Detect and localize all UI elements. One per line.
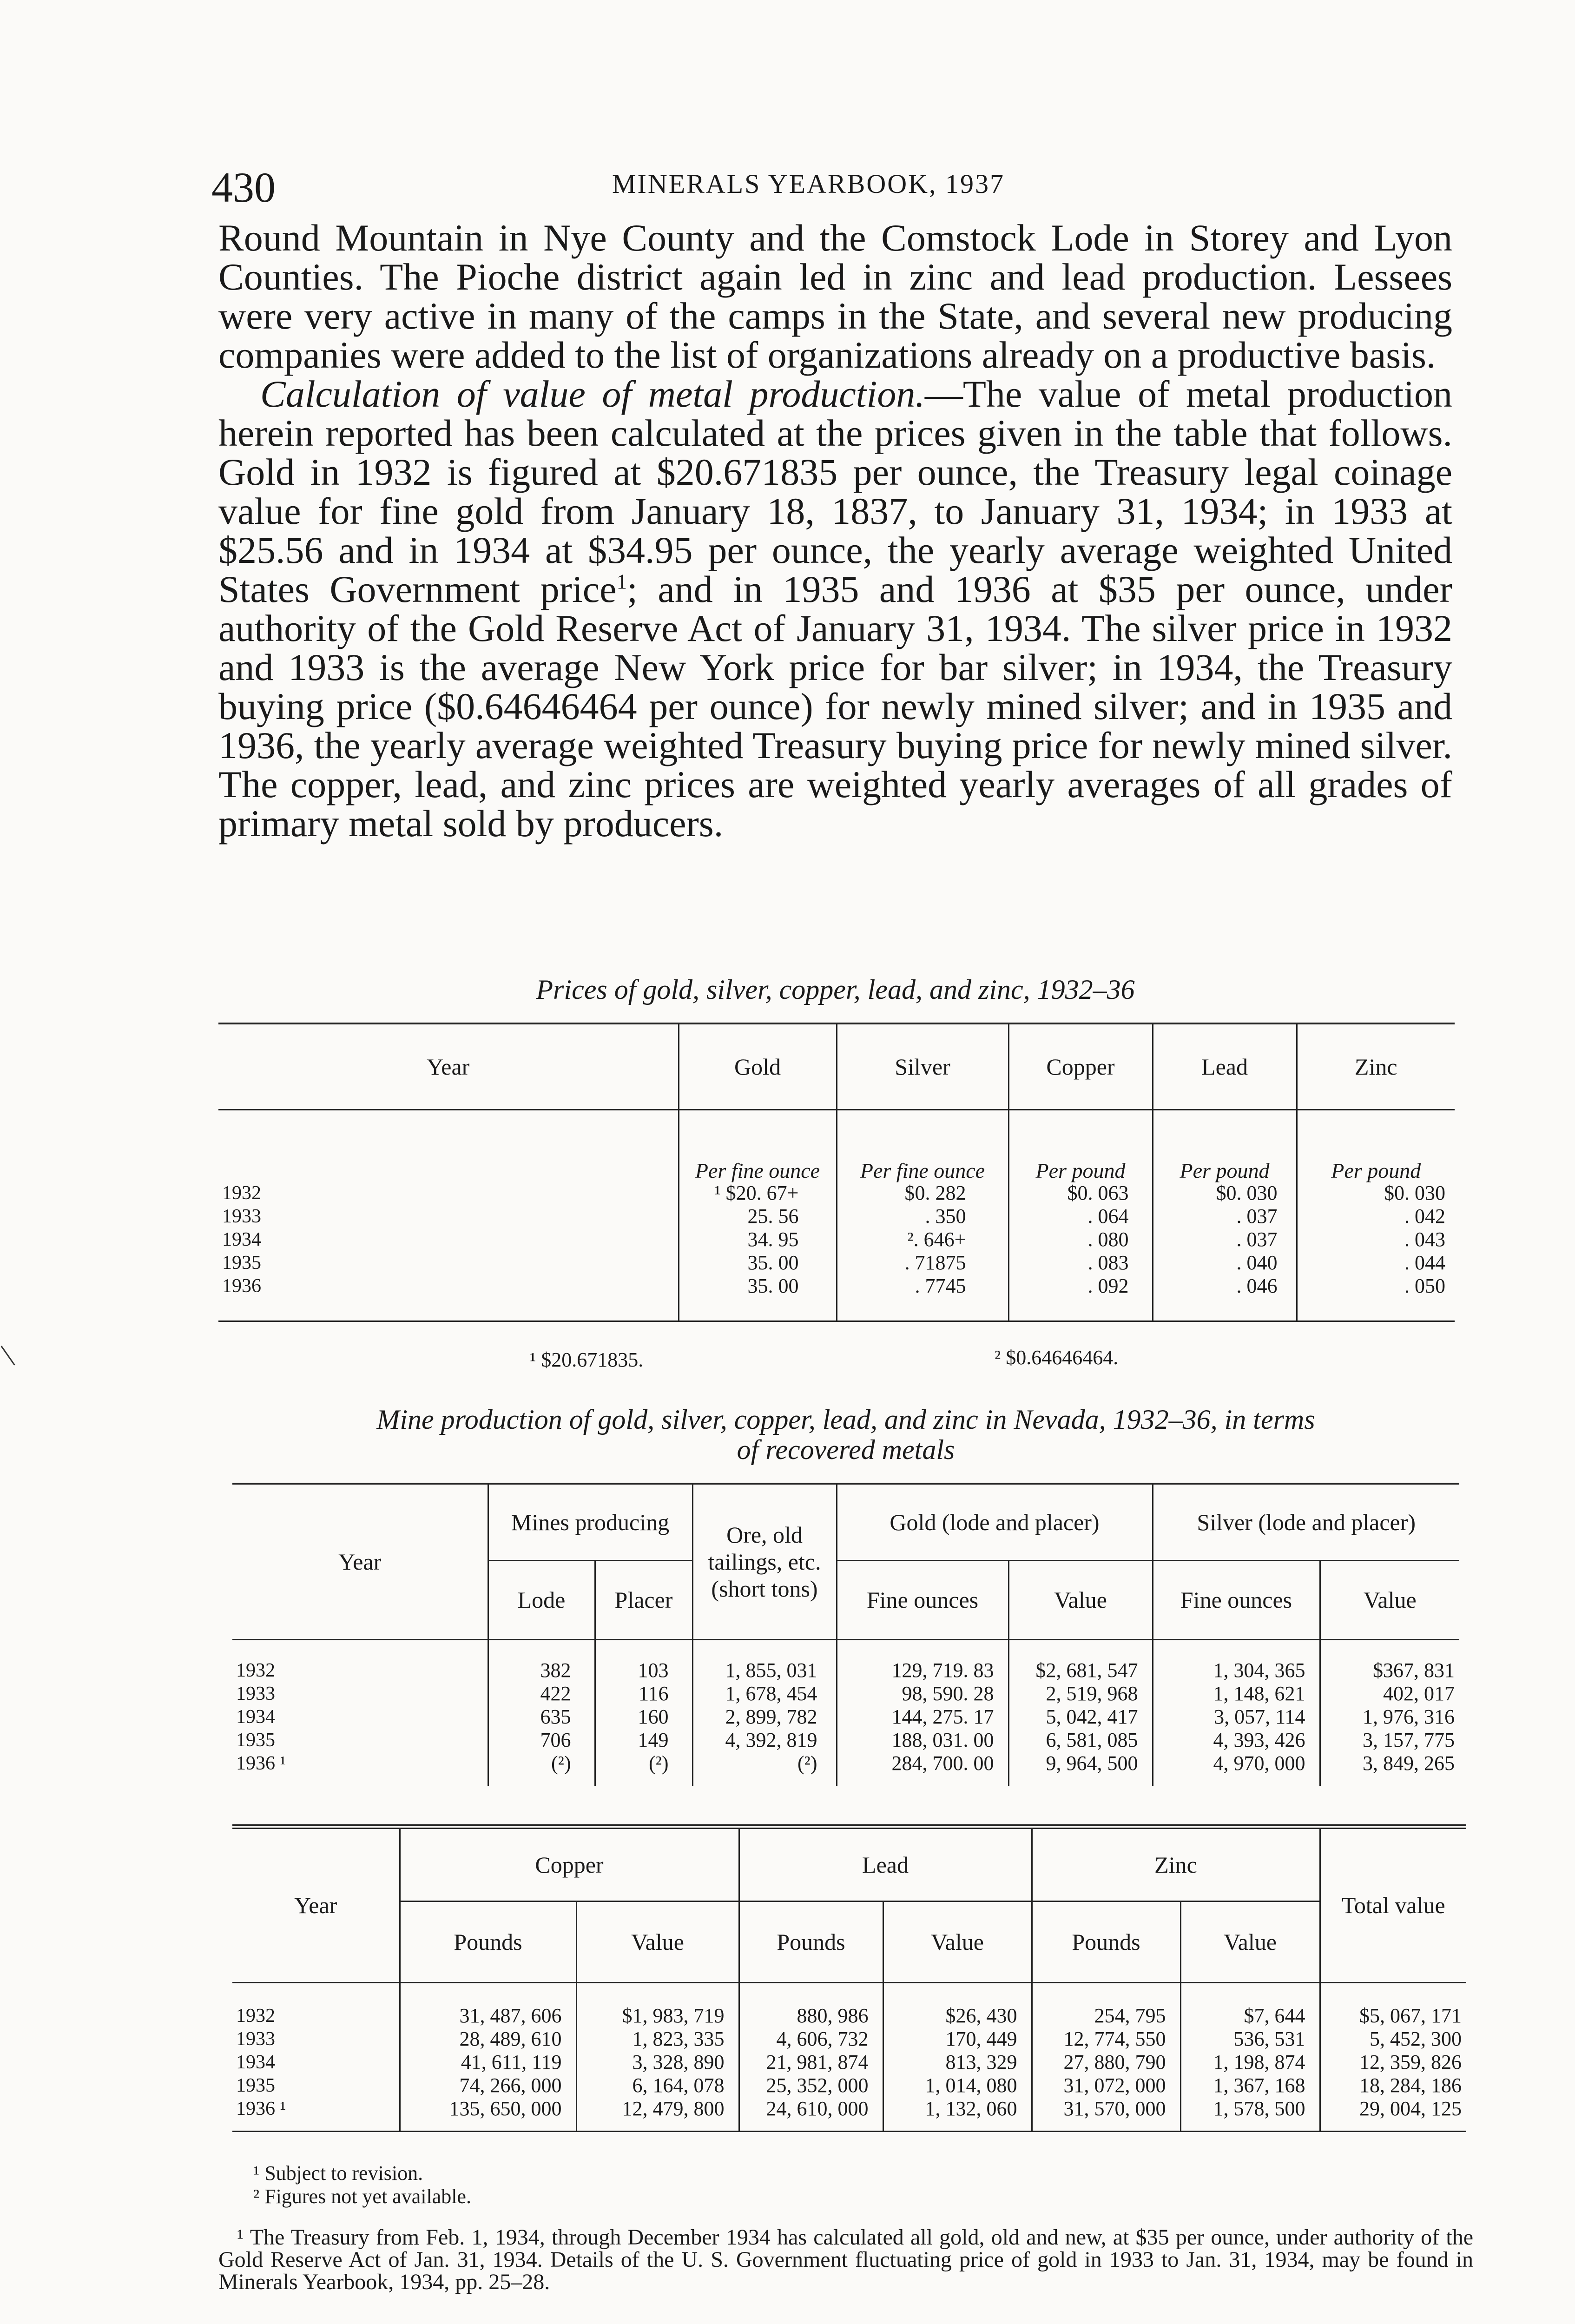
p2-header-zinc-value: Value [1180,1901,1320,1982]
p1-silver-value-values: $367, 831 402, 017 1, 976, 316 3, 157, 775 3, 849, 265 [1320,1639,1459,1786]
production-caption-line-1: Mine production of gold, silver, copper, lead, and zinc in Nevada, 1932–36, in terms [376,1404,1315,1435]
paragraph-2 [218,375,1452,843]
p2-header-lead: Lead [739,1827,1032,1901]
production-table-part-1 [232,1483,1459,1786]
p2-header-zinc: Zinc [1032,1827,1320,1901]
prices-lead-values: $0. 030 . 037 . 037 . 040 . 046 [1153,1182,1297,1321]
p1-placer-values: 103 116 160 149 (²) [595,1639,692,1786]
prices-silver-values: $0. 282 . 350 ². 646+ . 71875 . 7745 [837,1182,1008,1321]
p1-header-ore: Ore, old tailings, etc. (short tons) [692,1484,837,1639]
p1-ore-values: 1, 855, 031 1, 678, 454 2, 899, 782 4, 392, 819 (²) [692,1639,837,1786]
p2-header-copper-lb: Pounds [400,1901,576,1982]
paragraph-2-text-a: —The value of metal production herein reported has been calculated at the prices given in the table that follows. Gold in 1932 is figured at $20.671835 per ounce, the Treasury legal coinage value for fine gold from January 18, 1837, to January 31, 1934; in 1933 at $25.56 and in 1934 at $34.95 per ounce, the yearly average weighted United States Government price [218,373,1452,610]
p2-lead-value-values: $26, 430 170, 449 813, 329 1, 014, 080 1, 132, 060 [883,1982,1032,2131]
prices-header-zinc: Zinc [1297,1023,1455,1109]
page-footnote [218,2226,1473,2293]
p1-header-lode: Lode [488,1560,595,1639]
prices-unit-gold: Per fine ounce [679,1109,837,1182]
footnote-ref: 1 [616,570,627,594]
paragraph-2-lead: Calculation of value of metal production. [260,373,925,415]
p1-header-year: Year [232,1484,488,1639]
p1-header-gold: Gold (lode and placer) [837,1484,1153,1560]
prices-table [218,1023,1455,1322]
prices-zinc-values: $0. 030 . 042 . 043 . 044 . 050 [1297,1182,1455,1321]
paragraph-1: Round Mountain in Nye County and the Comstock Lode in Storey and Lyon Counties. The Pioche district again led in zinc and lead production. Lessees were very active in many of the camps in the State, and several new producing companies were added to the list of organizations already on a productive basis. [218,217,1452,376]
body-text [218,218,1452,843]
p1-lode-values: 382 422 635 706 (²) [488,1639,595,1786]
p1-silver-oz-values: 1, 304, 365 1, 148, 621 3, 057, 114 4, 393, 426 4, 970, 000 [1153,1639,1320,1786]
prices-unit-silver: Per fine ounce [837,1109,1008,1182]
p2-years: 1932 1933 1934 1935 1936 ¹ [232,1982,400,2131]
prices-gold-values: ¹ $20. 67+ 25. 56 34. 95 35. 00 35. 00 [679,1182,837,1321]
prices-years: 1932 1933 1934 1935 1936 [218,1182,679,1321]
prices-header-year: Year [218,1023,679,1109]
running-head: MINERALS YEARBOOK, 1937 [612,169,1005,199]
p1-header-silver-value: Value [1320,1560,1459,1639]
prices-header-lead: Lead [1153,1023,1297,1109]
paragraph-2-text-b: ; and in 1935 and 1936 at $35 per ounce, under authority of the Gold Reserve Act of January 31, 1934. The silver price in 1932 and 1933 is the average New York price for bar silver; in 1934, the Treasury buying price ($0.64646464 per ounce) for newly mined silver; and in 1935 and 1936, the yearly average weighted Treasury buying price for newly mined silver. The copper, lead, and zinc prices are weighted yearly averages of all grades of primary metal sold by producers. [218,568,1452,845]
prices-unit-zinc: Per pound [1297,1109,1455,1182]
p1-gold-oz-values: 129, 719. 83 98, 590. 28 144, 275. 17 188, 031. 00 284, 700. 00 [837,1639,1008,1786]
p2-header-copper-value: Value [576,1901,739,1982]
p2-zinc-value-values: $7, 644 536, 531 1, 198, 874 1, 367, 168 1, 578, 500 [1180,1982,1320,2131]
prices-footnote-1: ¹ $20.671835. [530,1348,644,1371]
p1-header-placer: Placer [595,1560,692,1639]
prices-unit-copper: Per pound [1008,1109,1153,1182]
production-footnote-1: ¹ Subject to revision. [253,2162,423,2185]
production-footnote-2: ² Figures not yet available. [253,2185,471,2208]
prices-unit-lead: Per pound [1153,1109,1297,1182]
p2-lead-lb-values: 880, 986 4, 606, 732 21, 981, 874 25, 352, 000 24, 610, 000 [739,1982,883,2131]
margin-mark [1,1335,31,1366]
p2-header-year: Year [232,1827,400,1982]
p2-header-zinc-lb: Pounds [1032,1901,1180,1982]
p2-total-value-values: $5, 067, 171 5, 452, 300 12, 359, 826 18, 284, 186 29, 004, 125 [1320,1982,1466,2131]
page-number: 430 [211,164,276,211]
p2-header-lead-value: Value [883,1901,1032,1982]
prices-header-silver: Silver [837,1023,1008,1109]
prices-header-copper: Copper [1008,1023,1153,1109]
p2-zinc-lb-values: 254, 795 12, 774, 550 27, 880, 790 31, 072, 000 31, 570, 000 [1032,1982,1180,2131]
prices-copper-values: $0. 063 . 064 . 080 . 083 . 092 [1008,1182,1153,1321]
p2-copper-lb-values: 31, 487, 606 28, 489, 610 41, 611, 119 74, 266, 000 135, 650, 000 [400,1982,576,2131]
p1-header-gold-oz: Fine ounces [837,1560,1008,1639]
prices-footnote-2: ² $0.64646464. [995,1346,1119,1369]
production-table-part-2 [232,1824,1466,2132]
prices-header-gold: Gold [679,1023,837,1109]
p2-header-lead-lb: Pounds [739,1901,883,1982]
p1-header-silver: Silver (lode and placer) [1153,1484,1459,1560]
p1-header-mines: Mines producing [488,1484,692,1560]
p2-copper-value-values: $1, 983, 719 1, 823, 335 3, 328, 890 6, 164, 078 12, 479, 800 [576,1982,739,2131]
p1-header-silver-oz: Fine ounces [1153,1560,1320,1639]
p2-header-total: Total value [1320,1827,1466,1982]
page-footnote-text: ¹ The Treasury from Feb. 1, 1934, through December 1934 has calculated all gold, old and new, at $35 per ounce, under authority of the Gold Reserve Act of Jan. 31, 1934. Details of the U. S. Government fluctuating price of gold in 1933 to Jan. 31, 1934, may be found in Minerals Yearbook, 1934, pp. 25–28. [218,2225,1473,2294]
p1-header-gold-value: Value [1008,1560,1153,1639]
p1-years: 1932 1933 1934 1935 1936 ¹ [236,1659,286,1774]
p1-gold-value-values: $2, 681, 547 2, 519, 968 5, 042, 417 6, 581, 085 9, 964, 500 [1008,1639,1153,1786]
p2-header-copper: Copper [400,1827,739,1901]
prices-table-caption: Prices of gold, silver, copper, lead, and zinc, 1932–36 [536,974,1135,1005]
production-caption-line-2: of recovered metals [737,1434,955,1465]
